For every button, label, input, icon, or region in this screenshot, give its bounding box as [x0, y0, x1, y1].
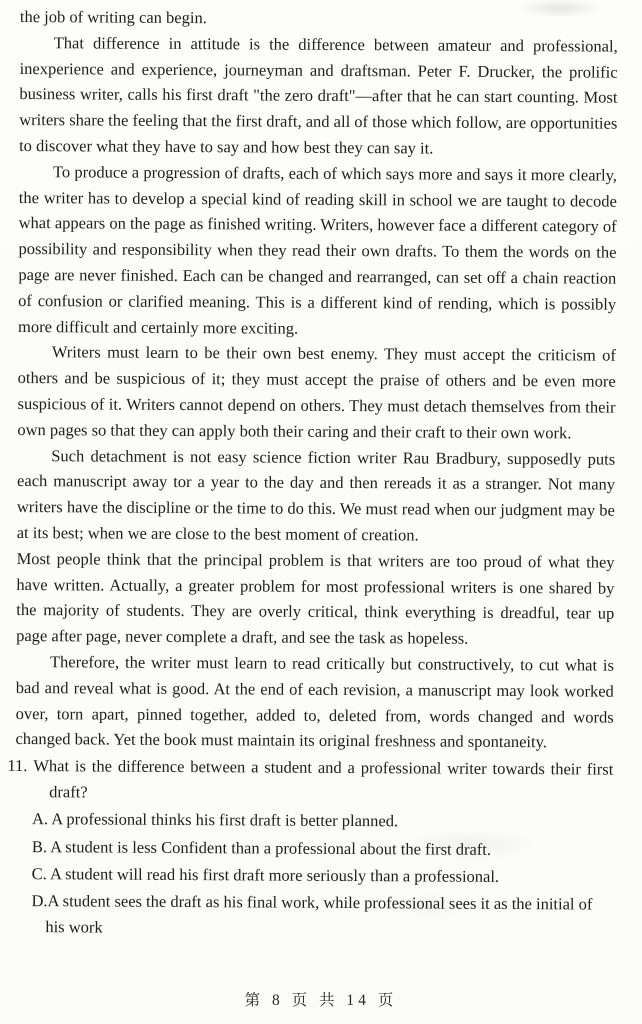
page-number-footer: 第 8 页 共 14 页 — [244, 992, 398, 1009]
question-text: What is the difference between a student and a professional writer towards their first draft? — [33, 756, 614, 802]
paragraph: Writers must learn to be their own best enemy. They must accept the criticism of others and be suspicious of it; they must accept the praise of others and be even more suspicious of it. Writers cannot depend on others. They must detach themselves from their own pages so that they can apply both their caring and their craft to their own work. — [17, 342, 616, 443]
paragraph: Such detachment is not easy science fiction writer Rau Bradbury, supposedly puts each manuscript away tor a year to the day and then rereads it as a stranger. Not many writers have the discipline or the time to do this. We must read when our judgment may be at its best; when we are close to the best moment of creation. — [16, 445, 616, 545]
question-11 — [7, 753, 614, 808]
option-b: B. A student is less Confident than a professional about the first draft. — [31, 836, 492, 859]
passage-content — [7, 4, 618, 943]
paragraph: To produce a progression of drafts, each of which says more and says it more clearly, the writer has to develop a special kind of reading skill in school we are taught to decode what appears on the page as finished writing. Writers, however face a different category of possibility and responsibility when they read their own drafts. To them the words on the page are never finished. Each can be changed and rearranged, can set off a chain reaction of confusion or clarified meaning. This is a different kind of rending, which is possibly more difficult and certainly more exciting. — [17, 161, 618, 338]
option-d: D.A student sees the draft as his final work, while professional sees it as the initial of his work — [31, 891, 593, 937]
paragraph-continuation: the job of writing can begin. — [19, 6, 207, 28]
option-c: C. A student will read his first draft more seriously than a professional. — [31, 863, 500, 886]
paragraph: Therefore, the writer must learn to read critically but constructively, to cut what is bad and reveal what is good. At the end of each revision, a manuscript may look worked over, torn apart, pinned together, added to, deleted from, words changed and words changed back. Yet the book must maintain its original freshness and spontaneity. — [15, 652, 615, 752]
paragraph: Most people think that the principal problem is that writers are too proud of what they have written. Actually, a greater problem for most professional writers is one shared by the majority of students. They are overly critical, think everything is dreadful, tear up page after page, never complete a draft, and see the task as hopeless. — [16, 548, 615, 648]
question-number: 11. — [7, 756, 28, 776]
paragraph: That difference in attitude is the difference between amateur and professional, inexperience and experience, journeyman and draftsman. Peter F. Drucker, the prolific business writer, calls his first draft "the zero draft"—after that he can start counting. Most writers share the feeling that the first draft, and all of those which follow, are opportunities to discover what they have to say and how best they can say it. — [19, 33, 618, 158]
option-a: A. A professional thinks his first draft is better planned. — [31, 809, 399, 831]
